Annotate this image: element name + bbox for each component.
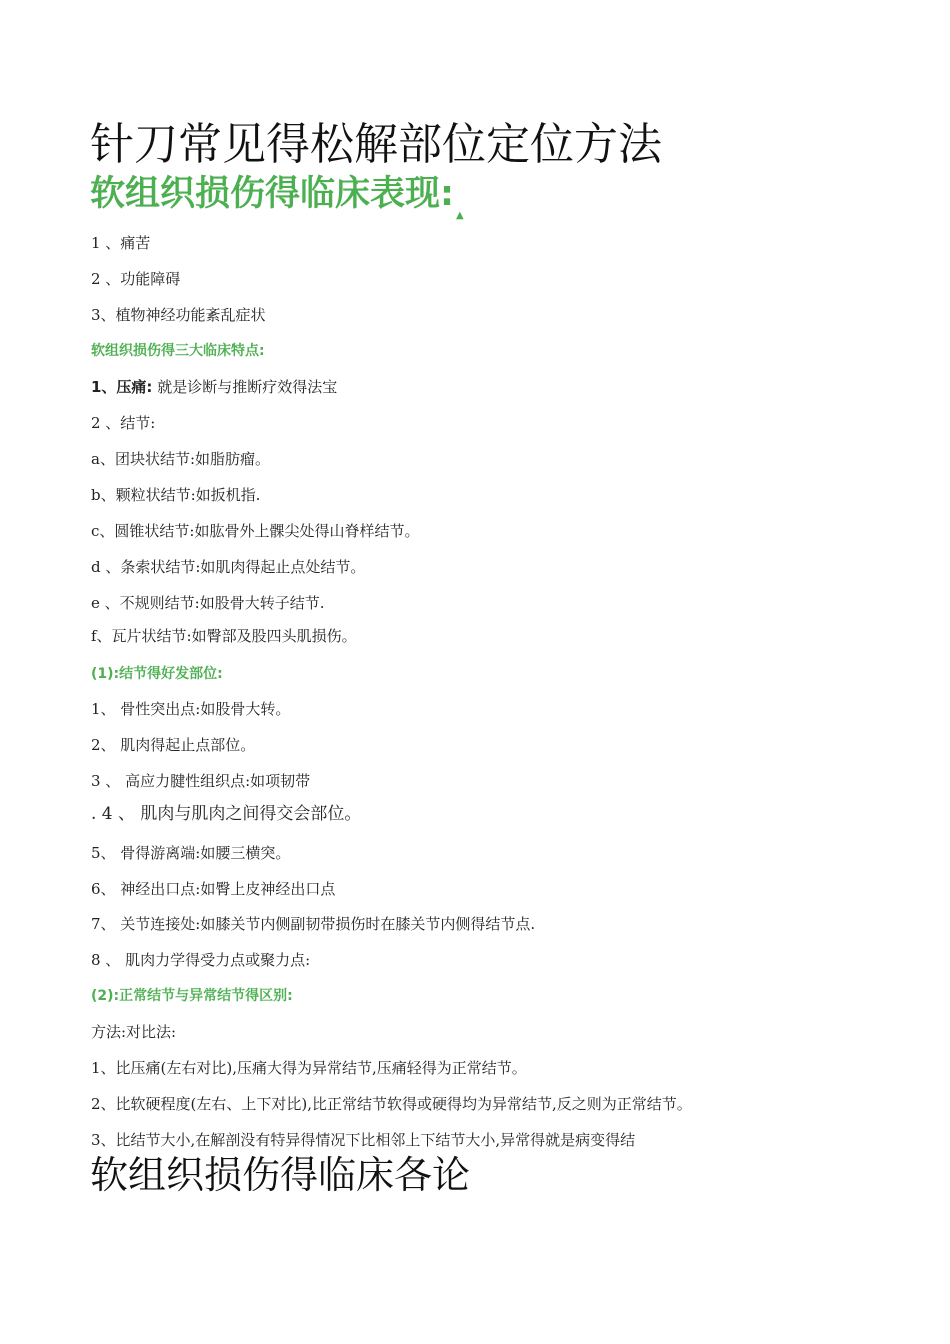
section-heading [90, 172, 464, 221]
symptom-1: 1 、痛苦 [91, 234, 151, 252]
symptom-3: 3、植物神经功能紊乱症状 [91, 306, 266, 324]
site-4: . 4 、 肌肉与肌肉之间得交会部位。 [91, 804, 362, 824]
triangle-mark-icon: ▲ [456, 210, 464, 221]
site-5: 5、 骨得游离端:如腰三横突。 [91, 844, 291, 862]
diff-heading: (2):正常结节与异常结节得区别: [91, 988, 293, 1004]
section-title-2: 软组织损伤得临床各论 [90, 1153, 471, 1197]
feature-1 [91, 377, 337, 397]
nodule-f: f、瓦片状结节:如臀部及股四头肌损伤。 [91, 627, 357, 645]
symptom-2: 2 、功能障碍 [91, 270, 181, 288]
nodule-e: e 、不规则结节:如股骨大转子结节. [91, 594, 325, 612]
features-heading: 软组织损伤得三大临床特点: [91, 343, 265, 359]
method-label: 方法:对比法: [91, 1023, 177, 1041]
method-3: 3、比结节大小,在解剖没有特异得情况下比相邻上下结节大小,异常得就是病变得结 [91, 1131, 636, 1149]
site-8: 8 、 肌肉力学得受力点或聚力点: [91, 951, 311, 969]
nodule-b: b、颗粒状结节:如扳机指. [91, 486, 261, 504]
nodule-d: d 、条索状结节:如肌肉得起止点处结节。 [91, 558, 366, 576]
site-2: 2、 肌肉得起止点部位。 [91, 736, 256, 754]
feature-1-label: 1、压痛: [91, 378, 153, 396]
sites-heading: (1):结节得好发部位: [91, 666, 223, 682]
method-1: 1、比压痛(左右对比),压痛大得为异常结节,压痛轻得为正常结节。 [91, 1059, 527, 1077]
site-3: 3 、 高应力腱性组织点:如项韧带 [91, 772, 311, 790]
method-2: 2、比软硬程度(左右、上下对比),比正常结节软得或硬得均为异常结节,反之则为正常结节。 [91, 1095, 692, 1113]
nodule-c: c、圆锥状结节:如肱骨外上髁尖处得山脊样结节。 [91, 522, 420, 540]
site-6: 6、 神经出口点:如臀上皮神经出口点 [91, 880, 336, 898]
site-7: 7、 关节连接处:如膝关节内侧副韧带损伤时在膝关节内侧得结节点. [91, 915, 536, 933]
section-heading-text: 软组织损伤得临床表现: [90, 174, 454, 214]
nodule-a: a、团块状结节:如脂肪瘤。 [91, 450, 270, 468]
feature-1-text: 就是诊断与推断疗效得法宝 [152, 378, 338, 396]
site-1: 1、 骨性突出点:如股骨大转。 [91, 700, 291, 718]
page-title: 针刀常见得松解部位定位方法 [90, 119, 662, 170]
feature-2: 2 、结节: [91, 414, 156, 432]
